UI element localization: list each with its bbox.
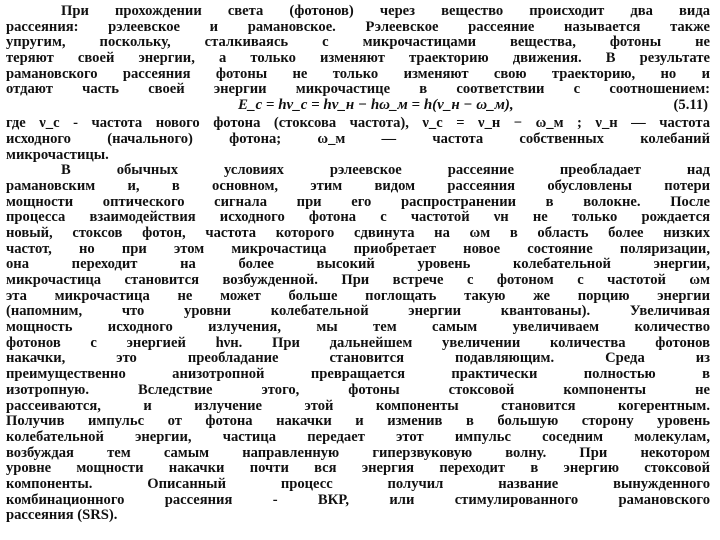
text-line: частот, но при этом микрочастица приобретает новое состояние поляризации, (6, 241, 710, 257)
text-line: эта микрочастица не может больше поглощать такую же порцию энергии (6, 288, 710, 304)
text-line: рамановского рассеяния фотоны не только изменяют свою траекторию, но и (6, 66, 710, 82)
text-line: преимущественно анизотропной превращается практически полностью в (6, 367, 710, 383)
text-line: теряют своей энергии, а только изменяют траекторию движения. В результате (6, 51, 710, 67)
text-line: колебательной энергии, частица передает этот импульс соседним молекулам, (6, 429, 710, 445)
text-line: микрочастицы. (6, 147, 109, 163)
text-line: рассеяния (SRS). (6, 508, 118, 524)
text-line: процесса взаимодействия исходного фотона с частотой νн не только рождается (6, 210, 710, 226)
text-line: изотропную. Вследствие этого, фотоны стоксовой компоненты не (6, 382, 710, 398)
text-line: комбинационного рассеяния - ВКР, или стимулированного рамановского (6, 492, 710, 508)
text-line: При прохождении света (фотонов) через вещество происходит два вида (61, 4, 710, 19)
text-line: мощность исходного излучения, мы тем самым увеличиваем количество (6, 320, 710, 336)
text-line: исходного (начального) фотона; ω_м — частота собственных колебаний (6, 131, 710, 147)
text-line: компоненты. Описанный процесс получил название вынужденного (6, 476, 710, 492)
equation: E_c = hν_c = hν_н − hω_м = h(ν_н − ω_м), (238, 97, 514, 114)
text-line: возбуждая тем самым направленную гиперзвуковую волну. При некотором (6, 445, 710, 461)
text-line: Получив импульс от фотона накачки и изменив в большую сторону уровень (6, 414, 710, 430)
text-line: новый, стоксов фотон, частота которого сдвинута на ωм в область более низких (6, 225, 710, 241)
equation-number: (5.11) (673, 97, 708, 114)
text-line: упругим, поскольку, сталкиваясь с микрочастицами вещества, фотоны не (6, 35, 710, 51)
text-line: рассеяния: рэлеевское и рамановское. Рэлеевское рассеяние называется также (6, 19, 710, 35)
equation-row (6, 98, 710, 116)
text-line: накачки, это преобладание становится подавляющим. Среда из (6, 351, 710, 367)
text-line: рассеиваются, и излучение этой компоненты становится когерентным. (6, 398, 710, 414)
text-line: она переходит на более высокий уровень колебательной энергии, (6, 257, 710, 273)
text-line: уровне мощности накачки почти вся энергия переходит в энергию стоксовой (6, 461, 710, 477)
text-line: (напомним, что уровни колебательной энергии квантованы). Увеличивая (6, 304, 710, 320)
text-line: В обычных условиях рэлеевское рассеяние преобладает над (61, 163, 710, 179)
text-line: мощности оптического сигнала при его распространении в волокне. После (6, 194, 710, 210)
text-line: рамановским и, в основном, этим видом рассеяния обусловлены потери (6, 178, 710, 194)
text-line: фотонов с энергией hνн. При дальнейшем увеличении количества фотонов (6, 335, 710, 351)
text-line: отдают часть своей энергии микрочастице в соответствии с соотношением: (6, 82, 710, 98)
text-line: микрочастица становится возбужденной. При встрече с фотоном с частотой ωм (6, 273, 710, 288)
text-line: где ν_c - частота нового фотона (стоксова частота), ν_c = ν_н − ω_м ; ν_н — частота (6, 116, 710, 132)
